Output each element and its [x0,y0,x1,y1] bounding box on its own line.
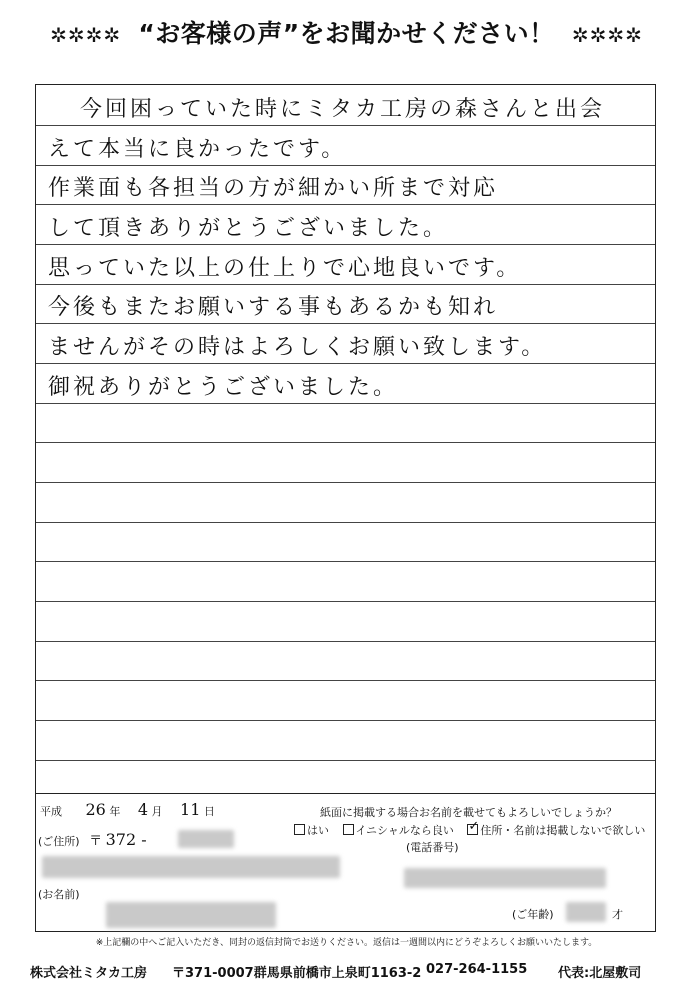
consent-question: 紙面に掲載する場合お名前を載せてもよろしいでしょうか？ [320,806,617,819]
message-line: 御祝ありがとうございました。 [48,375,399,400]
redacted-age [566,902,606,922]
month-unit: 月 [151,805,163,818]
address-row [38,830,147,849]
option-no-publish: ✓ 住所・名前は掲載しないで欲しい [467,824,645,837]
customer-info-section [35,794,656,932]
option-yes: はい [294,824,329,837]
stars-left-decoration: ✲✲✲✲ [50,23,122,47]
year-unit: 年 [109,805,121,818]
checkbox-yes [294,824,305,835]
message-line: 思っていた以上の仕上りで心地良いです。 [48,256,522,281]
message-line: 作業面も各担当の方が細かい所まで対応 [48,176,499,201]
day-unit: 日 [203,805,215,818]
checkbox-no-publish-checked [467,824,478,835]
message-line: して頂きありがとうございました。 [48,216,449,241]
form-header [0,14,693,50]
month-value: 4 [137,800,149,819]
era-label: 平成 [40,805,62,818]
age-unit: 才 [612,908,623,921]
redacted-phone [404,868,606,888]
postal-value: 372 - [105,830,147,849]
company-name: 株式会社ミタカ工房 [30,966,148,981]
message-line: ませんがその時はよろしくお願い致します。 [48,335,547,360]
checkbox-initial [343,824,354,835]
message-line: えて本当に良かったです。 [48,137,347,162]
message-box [35,84,656,794]
stars-right-decoration: ✲✲✲✲ [571,23,643,47]
company-address: 〒371-0007群馬県前橋市上泉町1163-2 [172,966,422,981]
option-initial: イニシャルなら良い [343,824,454,837]
instructions-footnote: ※上記欄の中へご記入いただき、同封の返信封筒でお送りください。返信は一週間以内にどうぞよろしくお願いいたします。 [95,938,598,948]
age-label: (ご年齢) [512,908,554,921]
redacted-name [106,902,276,928]
company-phone: 027-264-1155 [426,962,528,977]
message-line: 今回困っていた時にミタカ工房の森さんと出会 [80,97,606,122]
company-representative: 代表:北屋敷司 [558,966,642,981]
day-value: 11 [180,800,201,819]
phone-label: (電話番号) [406,841,459,854]
name-label: (お名前) [38,888,80,901]
redacted-address [42,856,340,878]
message-line: 今後もまたお願いする事もあるかも知れ [48,295,499,320]
address-label: (ご住所) [38,835,80,848]
date-row [40,800,215,819]
year-value: 26 [85,800,106,819]
postal-mark: 〒 [89,834,103,849]
redacted-postal-tail [178,830,234,848]
form-title: “お客様の声”をお聞かせください！ [138,19,555,48]
consent-options [294,822,645,838]
